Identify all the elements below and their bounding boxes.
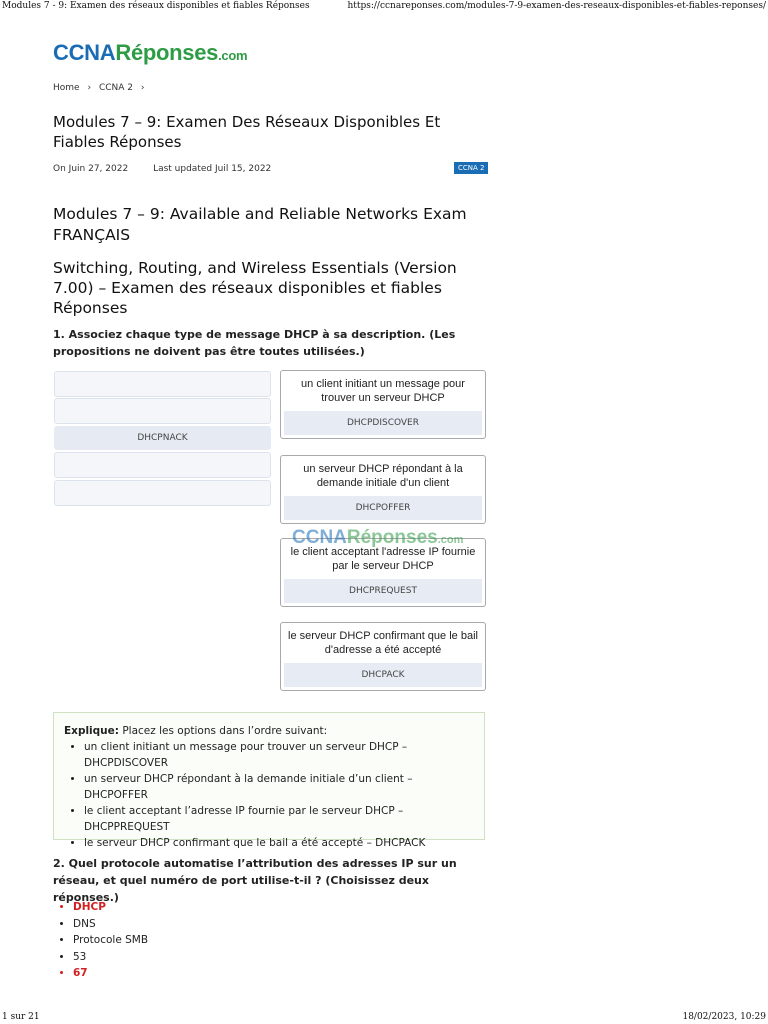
print-header [0, 0, 768, 12]
explanation-item: • un client initiant un message pour trouver un serveur DHCP – DHCPDISCOVER [84, 739, 474, 771]
card-description: le client acceptant l'adresse IP fournie par le serveur DHCP [290, 546, 476, 572]
logo-reponses: Réponses [115, 40, 219, 65]
watermark-reponses: Réponses [346, 527, 438, 548]
empty-slot[interactable] [54, 452, 271, 478]
breadcrumb-home[interactable]: Home [53, 83, 80, 93]
explanation-intro [64, 723, 474, 739]
chevron-right-icon: › [87, 83, 92, 93]
watermark-ccna: CCNA [292, 527, 347, 548]
explanation-label: Explique: [64, 725, 119, 737]
explanation-list [64, 739, 474, 851]
watermark-logo [292, 527, 463, 549]
chevron-right-icon: › [140, 83, 145, 93]
option-53: • 53 [73, 949, 148, 966]
category-badge[interactable]: CCNA 2 [454, 162, 488, 174]
option-dhcp: • DHCP [73, 899, 148, 916]
match-card [280, 455, 486, 524]
logo-com: .com [218, 48, 248, 63]
explanation-item: • le serveur DHCP confirmant que le bail a été accepté – DHCPACK [84, 835, 474, 851]
card-description: un serveur DHCP répondant à la demande initiale d'un client [303, 463, 463, 489]
card-description: un client initiant un message pour trouver un serveur DHCP [301, 378, 465, 404]
breadcrumb [53, 83, 149, 93]
explanation-intro-text: Placez les options dans l’ordre suivant: [118, 725, 328, 737]
card-description: le serveur DHCP confirmant que le bail d'adresse a été accepté [288, 630, 478, 656]
breadcrumb-ccna2[interactable]: CCNA 2 [98, 83, 133, 93]
option-dns: • DNS [73, 916, 148, 933]
explanation-item: • un serveur DHCP répondant à la demande initiale d’un client – DHCPOFFER [84, 771, 474, 803]
heading-version: Switching, Routing, and Wireless Essentials (Version 7.00) – Examen des réseaux disponibles et fiables Réponses [53, 259, 457, 317]
on-label: On [53, 164, 66, 174]
page-title: Modules 7 – 9: Examen Des Réseaux Disponibles Et Fiables Réponses [53, 113, 441, 151]
print-footer [0, 1010, 768, 1024]
print-url: https://ccnareponses.com/modules-7-9-examen-des-reseaux-disponibles-et-fiables-reponses/ [347, 1, 766, 11]
empty-slot[interactable] [54, 480, 271, 506]
page-count: 1 sur 21 [2, 1012, 40, 1022]
question-1: 1. Associez chaque type de message DHCP à sa description. (Les propositions ne doivent pas être toutes utilisées.) [53, 328, 456, 358]
match-card [280, 622, 486, 691]
card-answer[interactable]: DHCPREQUEST [284, 579, 482, 603]
print-datetime: 18/02/2023, 10:29 [682, 1012, 766, 1022]
heading-exam: Modules 7 – 9: Available and Reliable Networks Exam FRANÇAIS [53, 205, 467, 244]
empty-slot[interactable] [54, 371, 271, 397]
unused-option[interactable]: DHCPNACK [54, 426, 271, 450]
card-answer[interactable]: DHCPOFFER [284, 496, 482, 520]
updated-label: Last updated [153, 164, 213, 174]
site-logo[interactable] [53, 40, 247, 66]
explanation-item: • le client acceptant l’adresse IP fournie par le serveur DHCP – DHCPPREQUEST [84, 803, 474, 835]
logo-ccna: CCNA [53, 40, 116, 65]
empty-slot[interactable] [54, 398, 271, 424]
option-67: • 67 [73, 965, 148, 982]
print-page-title: Modules 7 - 9: Examen des réseaux disponibles et fiables Réponses [2, 1, 310, 11]
option-smb: • Protocole SMB [73, 932, 148, 949]
post-date[interactable]: Juin 27, 2022 [68, 164, 129, 174]
updated-date: Juil 15, 2022 [214, 164, 272, 174]
watermark-com: .com [437, 534, 464, 546]
answer-options [57, 899, 148, 982]
card-answer[interactable]: DHCPDISCOVER [284, 411, 482, 435]
post-meta [53, 164, 271, 174]
question-2: 2. Quel protocole automatise l’attribution des adresses IP sur un réseau, et quel numéro de port utilise-t-il ? (Choisissez deux réponses.) [53, 857, 457, 904]
match-card [280, 370, 486, 439]
card-answer[interactable]: DHCPACK [284, 663, 482, 687]
explanation-box [53, 712, 485, 849]
